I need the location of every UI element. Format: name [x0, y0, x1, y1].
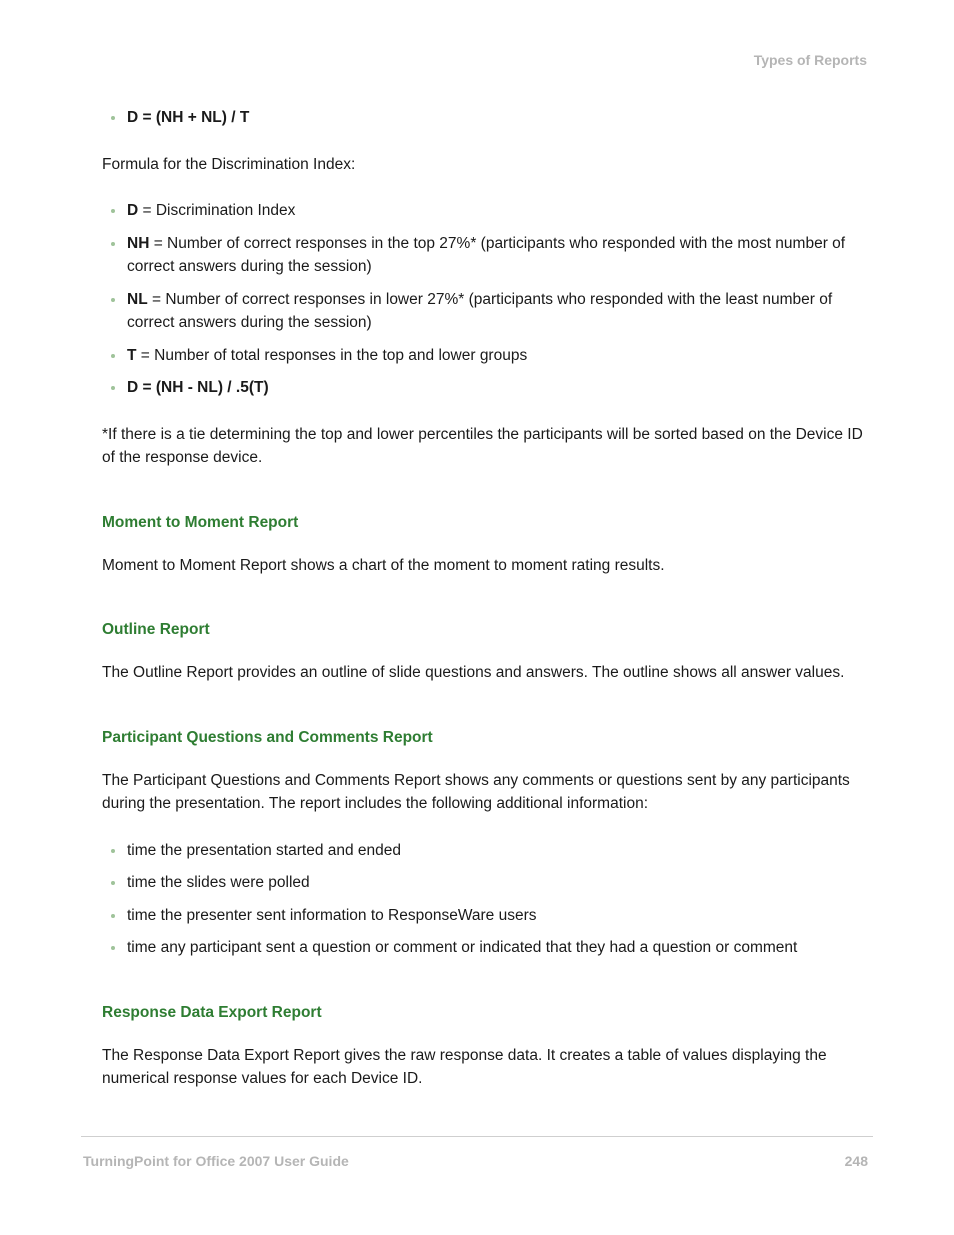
bullet-icon	[111, 354, 115, 358]
bullet-icon	[111, 914, 115, 918]
formula-text: D = (NH - NL) / .5(T)	[127, 379, 269, 396]
list-item	[102, 199, 872, 223]
footer-divider	[81, 1136, 873, 1137]
list-item-text: time the slides were polled	[127, 874, 310, 891]
definition: = Number of correct responses in the top 27%* (participants who responded with the most number of correct answers during the session)	[127, 234, 846, 275]
section-body: Moment to Moment Report shows a chart of the moment to moment rating results.	[102, 556, 665, 574]
bullet-icon	[111, 209, 115, 213]
list-item	[102, 904, 872, 928]
section-body: The Response Data Export Report gives the raw response data. It creates a table of values displaying the numerical response values for each Device ID.	[102, 1046, 827, 1087]
term: NL	[127, 290, 148, 308]
discrimination-list	[102, 199, 872, 400]
section-heading: Outline Report	[102, 621, 210, 638]
discrimination-intro: Formula for the Discrimination Index:	[102, 155, 356, 173]
bullet-icon	[111, 386, 115, 390]
list-item	[102, 839, 872, 863]
section-heading: Response Data Export Report	[102, 1003, 322, 1021]
definition: = Number of total responses in the top and lower groups	[136, 346, 528, 364]
list-item-text: time the presenter sent information to ResponseWare users	[127, 906, 537, 924]
formula-text: D = (NH + NL) / T	[127, 109, 250, 126]
bullet-icon	[111, 298, 115, 302]
tie-note: *If there is a tie determining the top and lower percentiles the participants will be sorted based on the Device ID of the response device.	[102, 425, 863, 466]
definition: = Discrimination Index	[138, 202, 296, 219]
bullet-icon	[111, 849, 115, 853]
bullet-icon	[111, 881, 115, 885]
term: D	[127, 202, 139, 219]
definition: = Number of correct responses in lower 27%* (participants who responded with the least number of correct answers during the session)	[127, 290, 833, 331]
list-item	[102, 936, 872, 960]
term: NH	[127, 234, 150, 252]
section-body: The Participant Questions and Comments Report shows any comments or questions sent by any participants during the presentation. The report includes the following additional information:	[102, 771, 850, 812]
page-number: 248	[844, 1153, 868, 1169]
list-item-text: time any participant sent a question or comment or indicated that they had a question or comment	[127, 939, 798, 956]
section-heading: Moment to Moment Report	[102, 513, 299, 531]
list-item	[102, 376, 872, 400]
bullet-icon	[111, 946, 115, 950]
list-item	[102, 232, 872, 279]
section-body: The Outline Report provides an outline of slide questions and answers. The outline shows all answer values.	[102, 664, 845, 681]
bullet-icon	[111, 242, 115, 246]
footer-guide-title: TurningPoint for Office 2007 User Guide	[83, 1153, 349, 1169]
term: T	[127, 346, 137, 364]
section-heading: Participant Questions and Comments Report	[102, 728, 433, 746]
page-content	[102, 106, 872, 1091]
list-item	[102, 871, 872, 895]
running-header: Types of Reports	[753, 52, 867, 68]
list-item	[102, 288, 872, 335]
bullet-icon	[111, 116, 115, 120]
list-item	[102, 106, 872, 130]
list-item	[102, 344, 872, 368]
formula-list	[102, 106, 872, 130]
participant-info-list	[102, 839, 872, 960]
list-item-text: time the presentation started and ended	[127, 841, 402, 859]
